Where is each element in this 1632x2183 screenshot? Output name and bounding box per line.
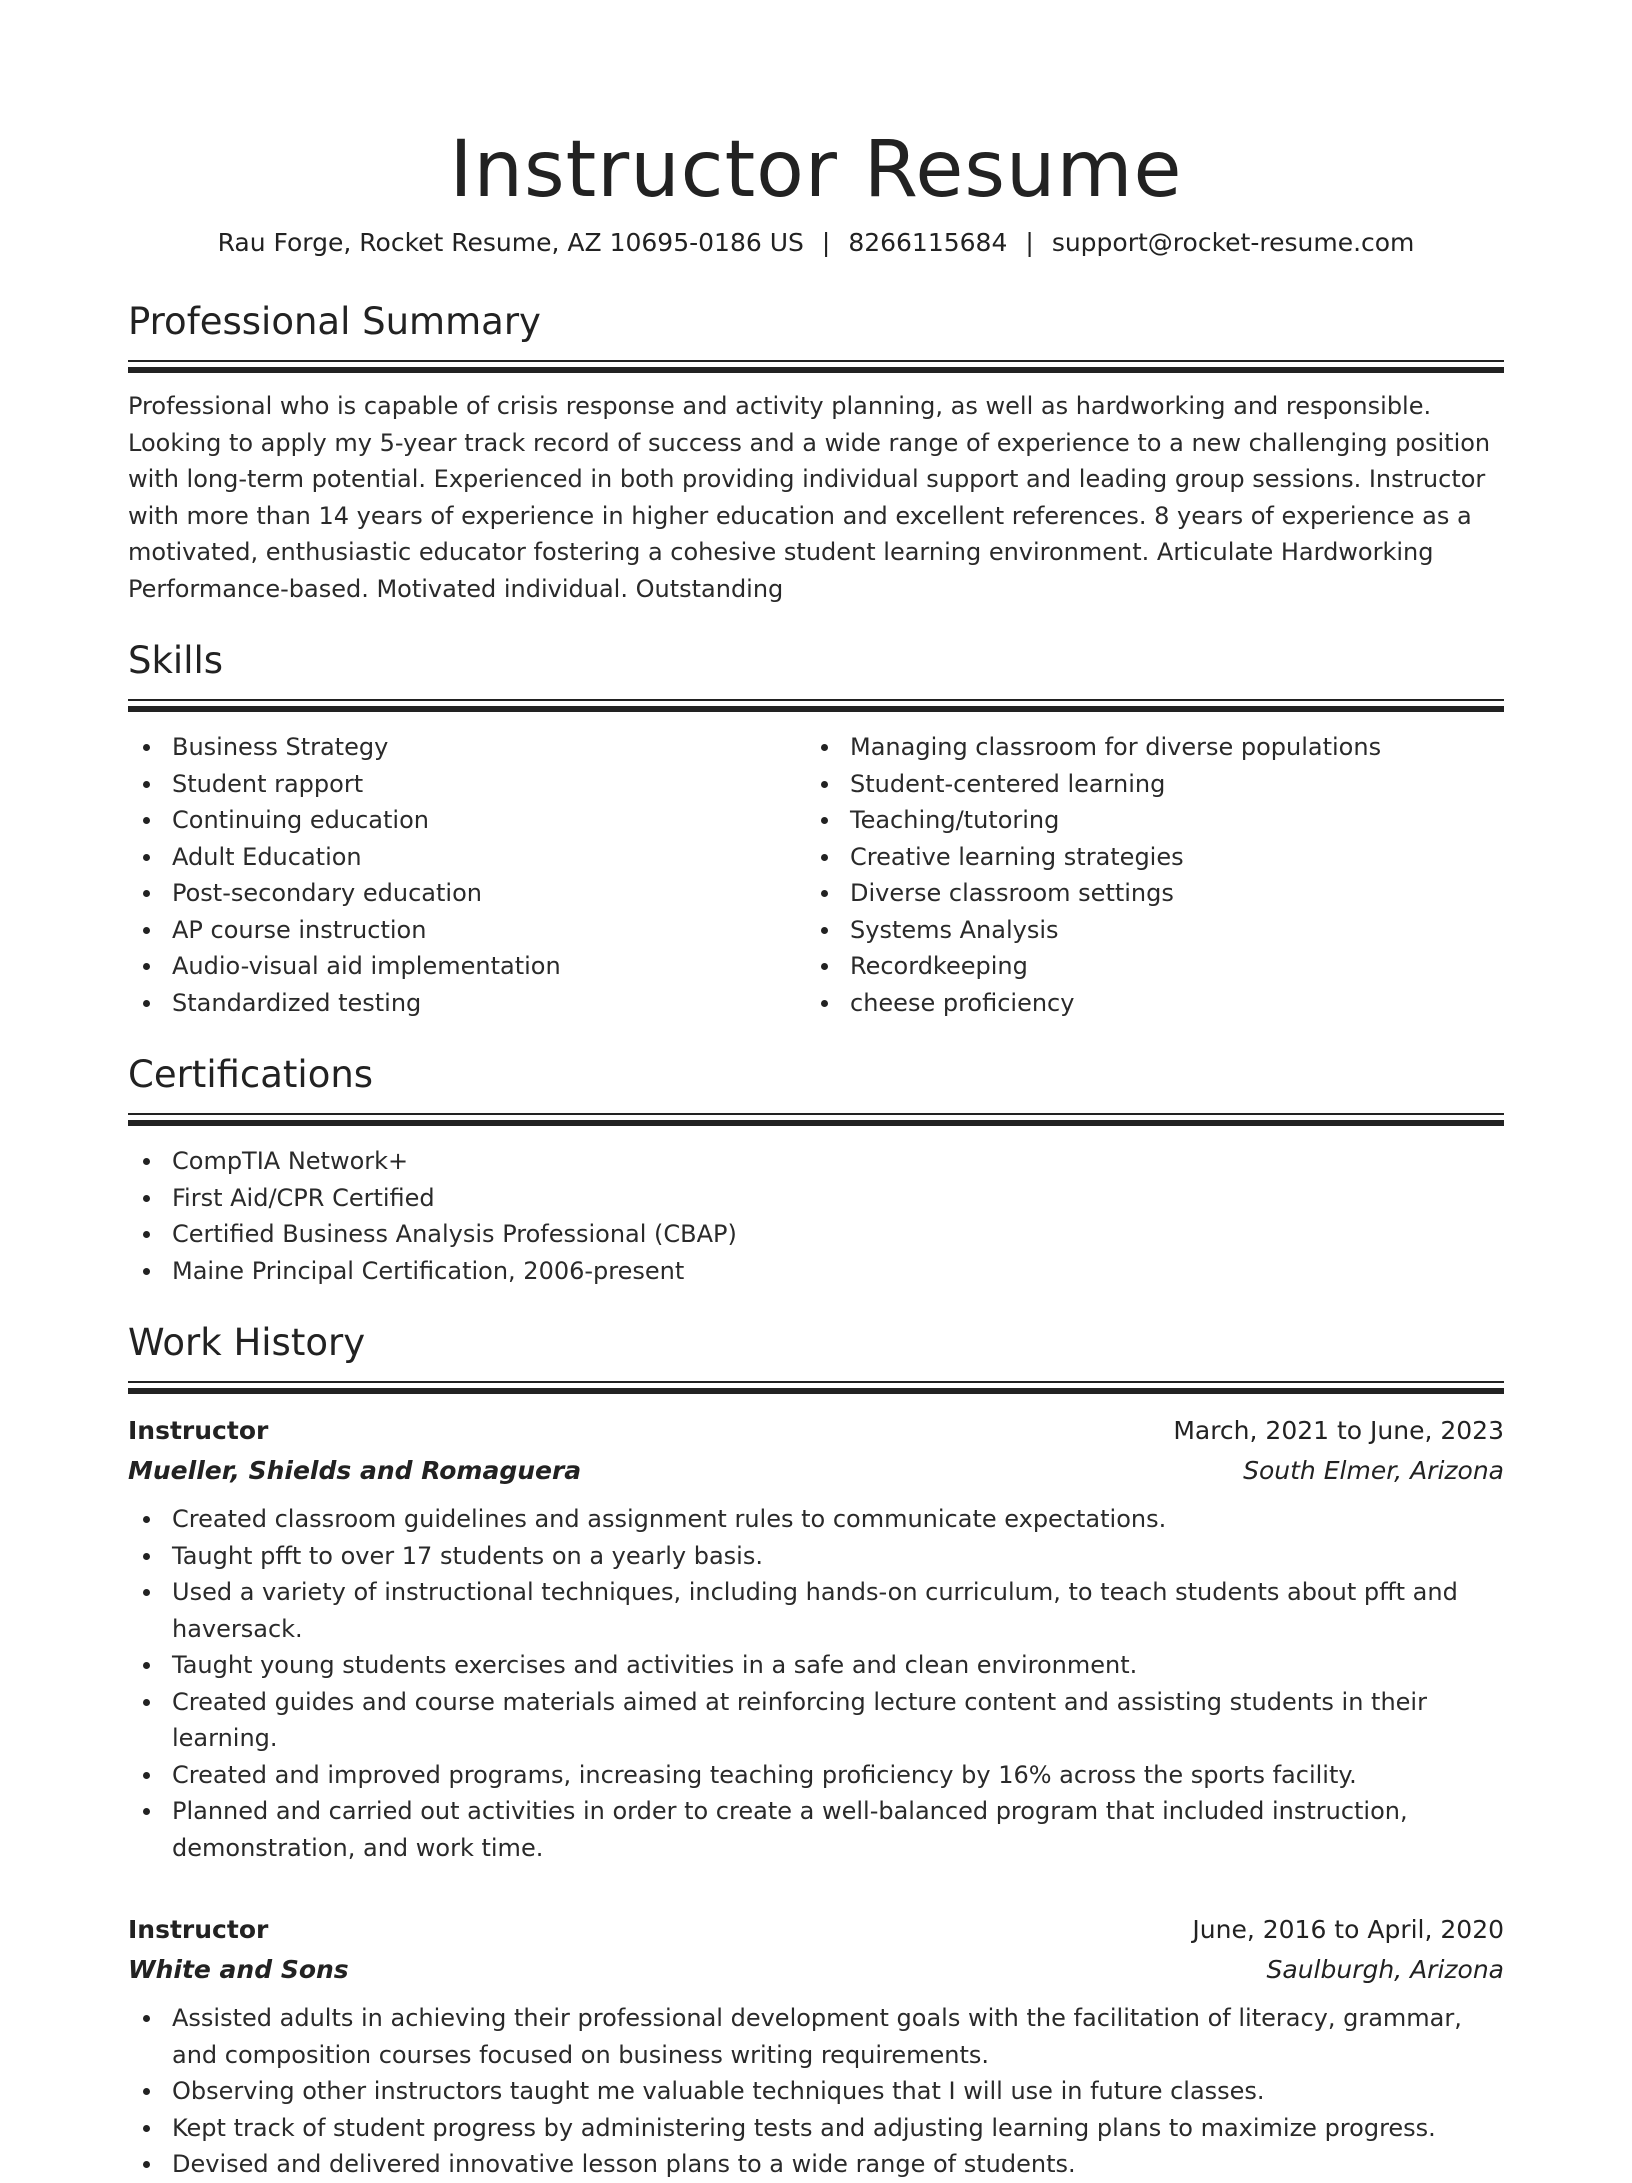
job-title: Instructor xyxy=(128,1416,269,1445)
job-title: Instructor xyxy=(128,1915,269,1944)
work-history-heading: Work History xyxy=(128,1321,366,1364)
resume-title: Instructor Resume xyxy=(449,125,1183,215)
resume-page xyxy=(128,0,1504,2183)
certifications-heading: Certifications xyxy=(128,1053,374,1096)
skills-list-right xyxy=(806,729,1484,1021)
contact-separator: | xyxy=(821,228,831,257)
skill-item: Post-secondary education xyxy=(128,875,806,912)
skill-item: cheese proficiency xyxy=(806,985,1484,1022)
job-entry xyxy=(128,1910,1504,2183)
skill-item: Student-centered learning xyxy=(806,766,1484,803)
section-divider xyxy=(128,1381,1504,1397)
job-duty: Observing other instructors taught me valuable techniques that I will use in future classes. xyxy=(128,2073,1504,2110)
skill-item: Continuing education xyxy=(128,802,806,839)
job-duty: Created classroom guidelines and assignment rules to communicate expectations. xyxy=(128,1501,1504,1538)
skill-item: Recordkeeping xyxy=(806,948,1484,985)
job-duties-list xyxy=(128,2000,1504,2183)
job-location: Saulburgh, Arizona xyxy=(1266,1955,1504,1984)
skills-grid xyxy=(128,729,1504,1021)
work-history-section xyxy=(128,1319,1504,2183)
skill-item: Systems Analysis xyxy=(806,912,1484,949)
skills-heading: Skills xyxy=(128,639,224,682)
job-duty: Created and improved programs, increasing teaching proficiency by 16% across the sports facility. xyxy=(128,1757,1504,1794)
job-subheader-row xyxy=(128,1451,1504,1491)
job-header-row xyxy=(128,1910,1504,1950)
certification-item: CompTIA Network+ xyxy=(128,1143,1504,1180)
job-dates: June, 2016 to April, 2020 xyxy=(1192,1915,1504,1944)
certifications-section xyxy=(128,1051,1504,1289)
section-divider xyxy=(128,699,1504,715)
contact-email: support@rocket-resume.com xyxy=(1051,228,1415,257)
job-company: White and Sons xyxy=(128,1955,349,1984)
skill-item: Diverse classroom settings xyxy=(806,875,1484,912)
certification-item: Maine Principal Certification, 2006-present xyxy=(128,1253,1504,1290)
summary-section xyxy=(128,298,1504,607)
job-duty: Kept track of student progress by administering tests and adjusting learning plans to maximize progress. xyxy=(128,2110,1504,2147)
job-entry xyxy=(128,1411,1504,1866)
job-company: Mueller, Shields and Romaguera xyxy=(128,1456,582,1485)
section-divider xyxy=(128,1113,1504,1129)
contact-line xyxy=(128,226,1504,260)
skill-item: Creative learning strategies xyxy=(806,839,1484,876)
job-duty: Taught pfft to over 17 students on a yearly basis. xyxy=(128,1538,1504,1575)
job-location: South Elmer, Arizona xyxy=(1243,1456,1504,1485)
contact-separator: | xyxy=(1025,228,1034,257)
contact-phone: 8266115684 xyxy=(848,228,1008,257)
job-duty: Created guides and course materials aimed at reinforcing lecture content and assisting students in their learning. xyxy=(128,1684,1504,1757)
skill-item: Student rapport xyxy=(128,766,806,803)
skill-item: Managing classroom for diverse populations xyxy=(806,729,1484,766)
skills-section xyxy=(128,637,1504,1021)
skill-item: Business Strategy xyxy=(128,729,806,766)
certification-item: First Aid/CPR Certified xyxy=(128,1180,1504,1217)
summary-heading: Professional Summary xyxy=(128,300,541,343)
certifications-list xyxy=(128,1143,1504,1289)
certification-item: Certified Business Analysis Professional (CBAP) xyxy=(128,1216,1504,1253)
summary-text: Professional who is capable of crisis response and activity planning, as well as hardworking and responsible. Looking to apply my 5-year track record of success and a wide range of experience to a new challenging position with long-term potential. Experienced in both providing individual support and leading group sessions. Instructor with more than 14 years of experience in higher education and excellent references. 8 years of experience as a motivated, enthusiastic educator fostering a cohesive student learning environment. Articulate Hardworking Performance-based. Motivated individual. Outstanding xyxy=(128,392,1491,603)
skills-column-left xyxy=(128,729,806,1021)
skill-item: Audio-visual aid implementation xyxy=(128,948,806,985)
skills-list-left xyxy=(128,729,806,1021)
job-duty: Planned and carried out activities in order to create a well-balanced program that included instruction, demonstration, and work time. xyxy=(128,1793,1504,1866)
job-header-row xyxy=(128,1411,1504,1451)
skill-item: AP course instruction xyxy=(128,912,806,949)
job-subheader-row xyxy=(128,1950,1504,1990)
skill-item: Adult Education xyxy=(128,839,806,876)
job-duty: Used a variety of instructional techniques, including hands-on curriculum, to teach students about pfft and haversack. xyxy=(128,1574,1504,1647)
skill-item: Teaching/tutoring xyxy=(806,802,1484,839)
job-duty: Devised and delivered innovative lesson plans to a wide range of students. xyxy=(128,2146,1504,2183)
job-duty: Taught young students exercises and activities in a safe and clean environment. xyxy=(128,1647,1504,1684)
skill-item: Standardized testing xyxy=(128,985,806,1022)
contact-address: Rau Forge, Rocket Resume, AZ 10695-0186 US xyxy=(217,228,804,257)
section-divider xyxy=(128,360,1504,376)
skills-column-right xyxy=(806,729,1484,1021)
job-duties-list xyxy=(128,1501,1504,1866)
job-duty: Assisted adults in achieving their professional development goals with the facilitation of literacy, grammar, and composition courses focused on business writing requirements. xyxy=(128,2000,1504,2073)
job-dates: March, 2021 to June, 2023 xyxy=(1173,1416,1504,1445)
